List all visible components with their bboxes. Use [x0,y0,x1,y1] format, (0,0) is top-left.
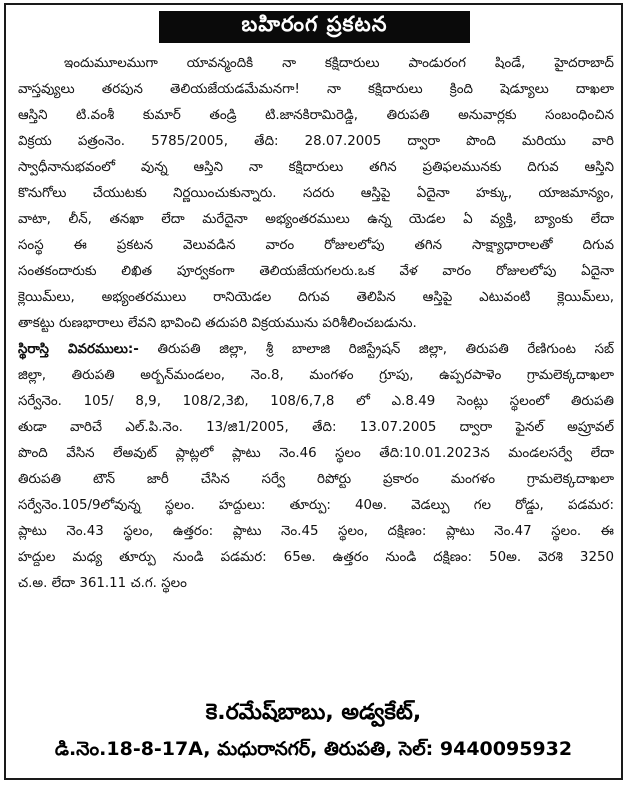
schedule-line: చ.అ. లేదా 361.11 చ.గ. స్థలం [18,576,187,591]
notice-body [18,51,614,597]
schedule-line-text: తిరుపతి జిల్లా, శ్రీ బాలాజి రిజిస్ట్రేషన్ జిల్లా, తిరుపతి రేణిగుంట సబ్ [157,342,614,357]
body-line: వాస్తవ్యులు తరపున తెలియజేయడమేమనగా! నా కక్షిదారులు క్రింది షెడ్యూలు దాఖలా [18,82,614,97]
body-line: ఆస్తిని టి.వంశీ కుమార్ తండ్రి టి.జానకిరామిరెడ్డి, తిరుపతి అనువార్లకు సంబంధించిన [18,108,614,123]
body-line: తాకట్టు రుణభారాలు లేవని భావించి తదుపరి విక్రయమును పరిశీలించబడును. [18,316,417,331]
signatory-name: కె.రమేష్‌బాబు, అడ్వకేట్, [205,700,422,725]
body-line: కొనుగోలు చేయుటకు నిర్ణయించుకున్నారు. సదరు ఆస్తిపై ఏదైనా హక్కు, యాజమాన్యం, [18,186,614,201]
schedule-line: తిరుపతి టౌన్ జారీ చేసిన సర్వే రిపోర్టు ప్రకారం మంగళం గ్రామలెక్కదాఖలా [18,472,614,487]
schedule-heading: స్థిరాస్తి వివరములు:- [18,342,139,357]
schedule-line: జిల్లా, తిరుపతి అర్బన్‌మండలం, నెం.8, మంగళం గ్రూపు, ఉప్పరపాళెం గ్రామలెక్కదాఖలా [18,368,614,383]
body-line: విక్రయ పత్రంనెం. 5785/2005, తేది: 28.07.2005 ద్వారా పొంది మరియు వారి [18,134,614,149]
schedule-line: సర్వేనెం. 105/ 8,9, 108/2,3బి, 108/6,7,8 లో ఎ.8.49 సెంట్లు స్థలంలో తిరుపతి [18,394,614,409]
body-line: క్లెయిమ్‌లు, అభ్యంతరములు రానియెడల దిగువ తెలిపిన ఆస్తిపై ఎటువంటి క్లెయిమ్‌లు, [18,290,614,305]
schedule-line: ప్లాటు నెం.43 స్థలం, ఉత్తరం: ప్లాటు నెం.45 స్థలం, దక్షిణం: ప్లాటు నెం.47 స్థలం. ఈ [18,524,614,539]
body-line: స్వాధీనానుభవంలో వున్న ఆస్తిని నా కక్షిదారులు తగిన ప్రతిఫలమునకు దిగువ ఆస్తిని [18,160,614,175]
notice-title: బహిరంగ ప్రకటన [159,11,470,43]
signatory-address: డి.నెం.18-8-17A, మధురానగర్, తిరుపతి, సెల్: 9440095932 [54,738,573,760]
body-line: సంతకందారుకు లిఖిత పూర్వకంగా తెలియజేయగలరు.ఒక వేళ వారం రోజులలోపు ఏదైనా [18,264,614,279]
schedule-line: హద్దుల మధ్య తూర్పు నుండి పడమర: 65అ. ఉత్తరం నుండి దక్షిణం: 50అ. వెరశి 3250 [18,550,614,565]
schedule-line: పొంది వేసిన లేఅవుట్ ప్లాట్లలో ప్లాటు నెం.46 స్థలం తేది:10.01.2023న మండలసర్వే లేదా [18,446,614,461]
schedule-line [18,337,614,363]
body-line: సంస్థ ఈ ప్రకటన వెలువడిన వారం రోజులలోపు తగిన సాక్ష్యాధారాలతో దిగువ [18,238,614,253]
body-line: వాటా, లీన్, తనఖా లేదా మరేదైనా అభ్యంతరములు ఉన్న యెడల ఏ వ్యక్తి, బ్యాంకు లేదా [18,212,614,227]
schedule-line: తుడా వారిచే ఎల్.పి.నెం. 13/జి1/2005, తేది: 13.07.2005 ద్వారా ఫైనల్ అప్రూవల్ [18,420,614,435]
public-notice [4,3,623,780]
schedule-line: సర్వేనెం.105/9లోవున్న స్థలం. హద్దులు: తూర్పు: 40అ. వెడల్పు గల రోడ్డు, పడమర: [18,498,614,513]
body-line: ఇందుమూలముగా యావన్మందికి నా కక్షిదారులు పాండురంగ షిండే, హైదరాబాద్ [64,56,614,71]
